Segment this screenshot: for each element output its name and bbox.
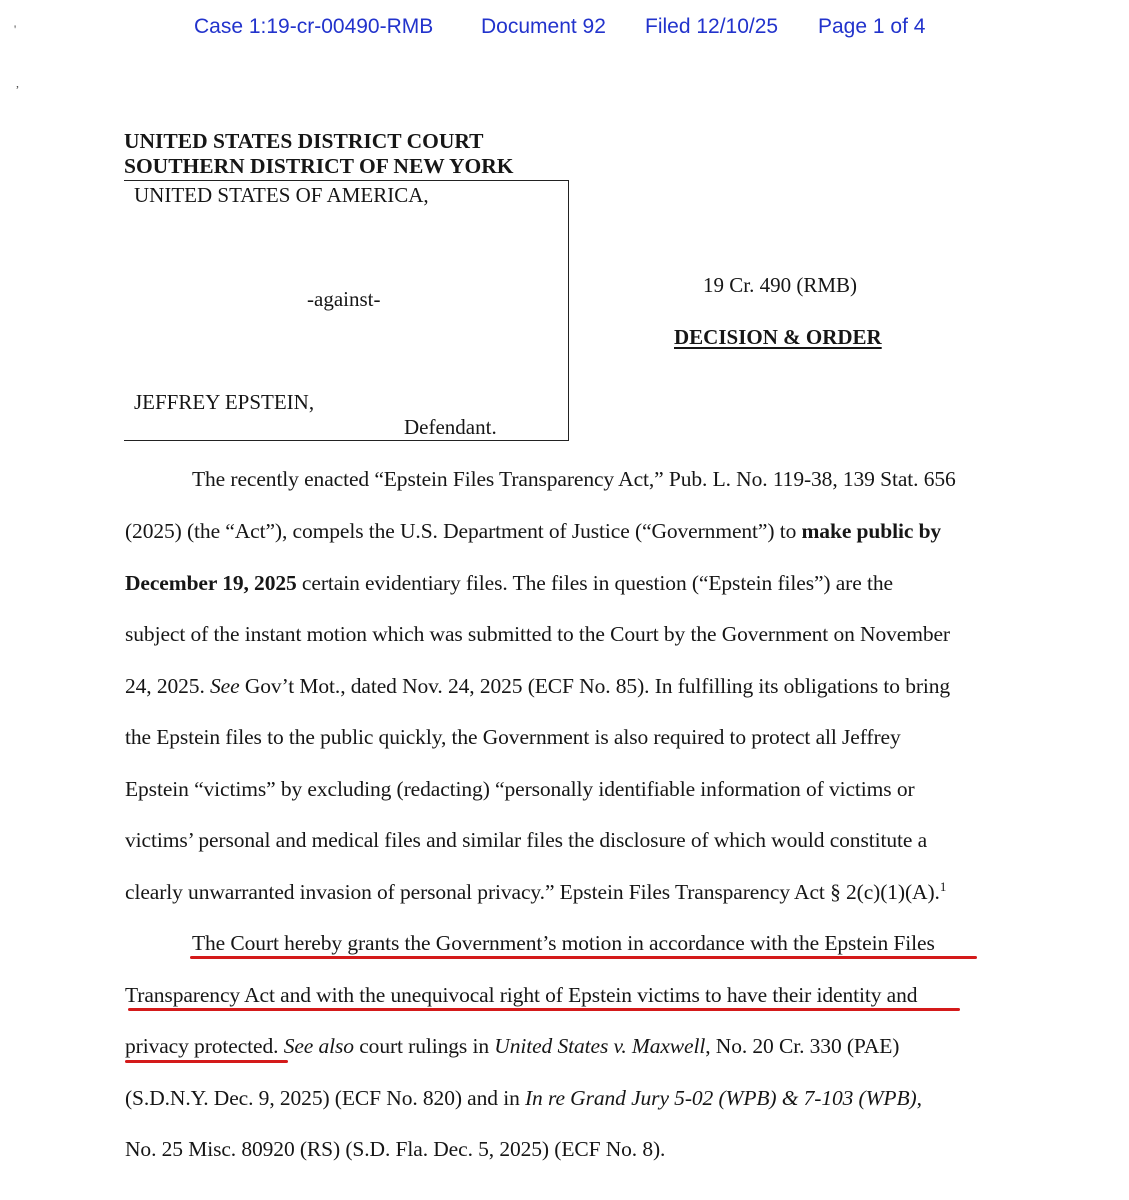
body-line: (S.D.N.Y. Dec. 9, 2025) (ECF No. 820) and in In re Grand Jury 5-02 (WPB) & 7-103 (WPB), — [125, 1086, 922, 1110]
body-line: privacy protected. See also court rulings in United States v. Maxwell, No. 20 Cr. 330 (PAE) — [125, 1034, 900, 1058]
case-number: 19 Cr. 490 (RMB) — [703, 273, 858, 297]
plaintiff-name: UNITED STATES OF AMERICA, — [134, 183, 429, 207]
body-line: The recently enacted “Epstein Files Transparency Act,” Pub. L. No. 119-38, 139 Stat. 656 — [192, 467, 956, 491]
defendant-label: Defendant. — [404, 415, 497, 439]
defendant-name: JEFFREY EPSTEIN, — [134, 390, 315, 414]
court-name: UNITED STATES DISTRICT COURT — [124, 129, 484, 153]
red-underline — [125, 1060, 288, 1063]
body-line: victims’ personal and medical files and similar files the disclosure of which would constitute a — [125, 828, 928, 852]
scan-speck: ' — [14, 22, 17, 36]
court-district: SOUTHERN DISTRICT OF NEW YORK — [124, 154, 514, 178]
body-line: 24, 2025. See Gov’t Mot., dated Nov. 24, 2025 (ECF No. 85). In fulfilling its obligations to bring — [125, 674, 951, 698]
order-title: DECISION & ORDER — [674, 325, 882, 349]
body-line: (2025) (the “Act”), compels the U.S. Department of Justice (“Government”) to make public by — [125, 519, 942, 543]
red-underline — [128, 1008, 960, 1011]
header-case-number: Case 1:19-cr-00490-RMB — [194, 15, 434, 38]
against-label: -against- — [307, 287, 381, 311]
highlighted-line: Transparency Act and with the unequivocal right of Epstein victims to have their identity and — [125, 983, 918, 1007]
header-page-number: Page 1 of 4 — [818, 15, 926, 38]
body-line: the Epstein files to the public quickly, the Government is also required to protect all Jeffrey — [125, 725, 901, 749]
body-line: Epstein “victims” by excluding (redacting) “personally identifiable information of victims or — [125, 777, 915, 801]
body-line: subject of the instant motion which was submitted to the Court by the Government on November — [125, 622, 950, 646]
body-line: No. 25 Misc. 80920 (RS) (S.D. Fla. Dec. 5, 2025) (ECF No. 8). — [125, 1137, 666, 1161]
highlighted-phrase: privacy protected. — [125, 1034, 279, 1058]
court-heading — [124, 129, 513, 179]
body-line: December 19, 2025 certain evidentiary files. The files in question (“Epstein files”) are the — [125, 571, 893, 595]
body-line: clearly unwarranted invasion of personal privacy.” Epstein Files Transparency Act § 2(c)(1)(A).$^1$ — [125, 878, 947, 904]
highlighted-line: The Court hereby grants the Government’s motion in accordance with the Epstein Files — [192, 931, 935, 955]
scan-speck: , — [16, 76, 19, 90]
header-filed-date: Filed 12/10/25 — [645, 15, 779, 38]
footnote-marker: 1 — [939, 878, 947, 894]
header-document-number: Document 92 — [481, 15, 606, 38]
red-underline — [190, 956, 977, 959]
